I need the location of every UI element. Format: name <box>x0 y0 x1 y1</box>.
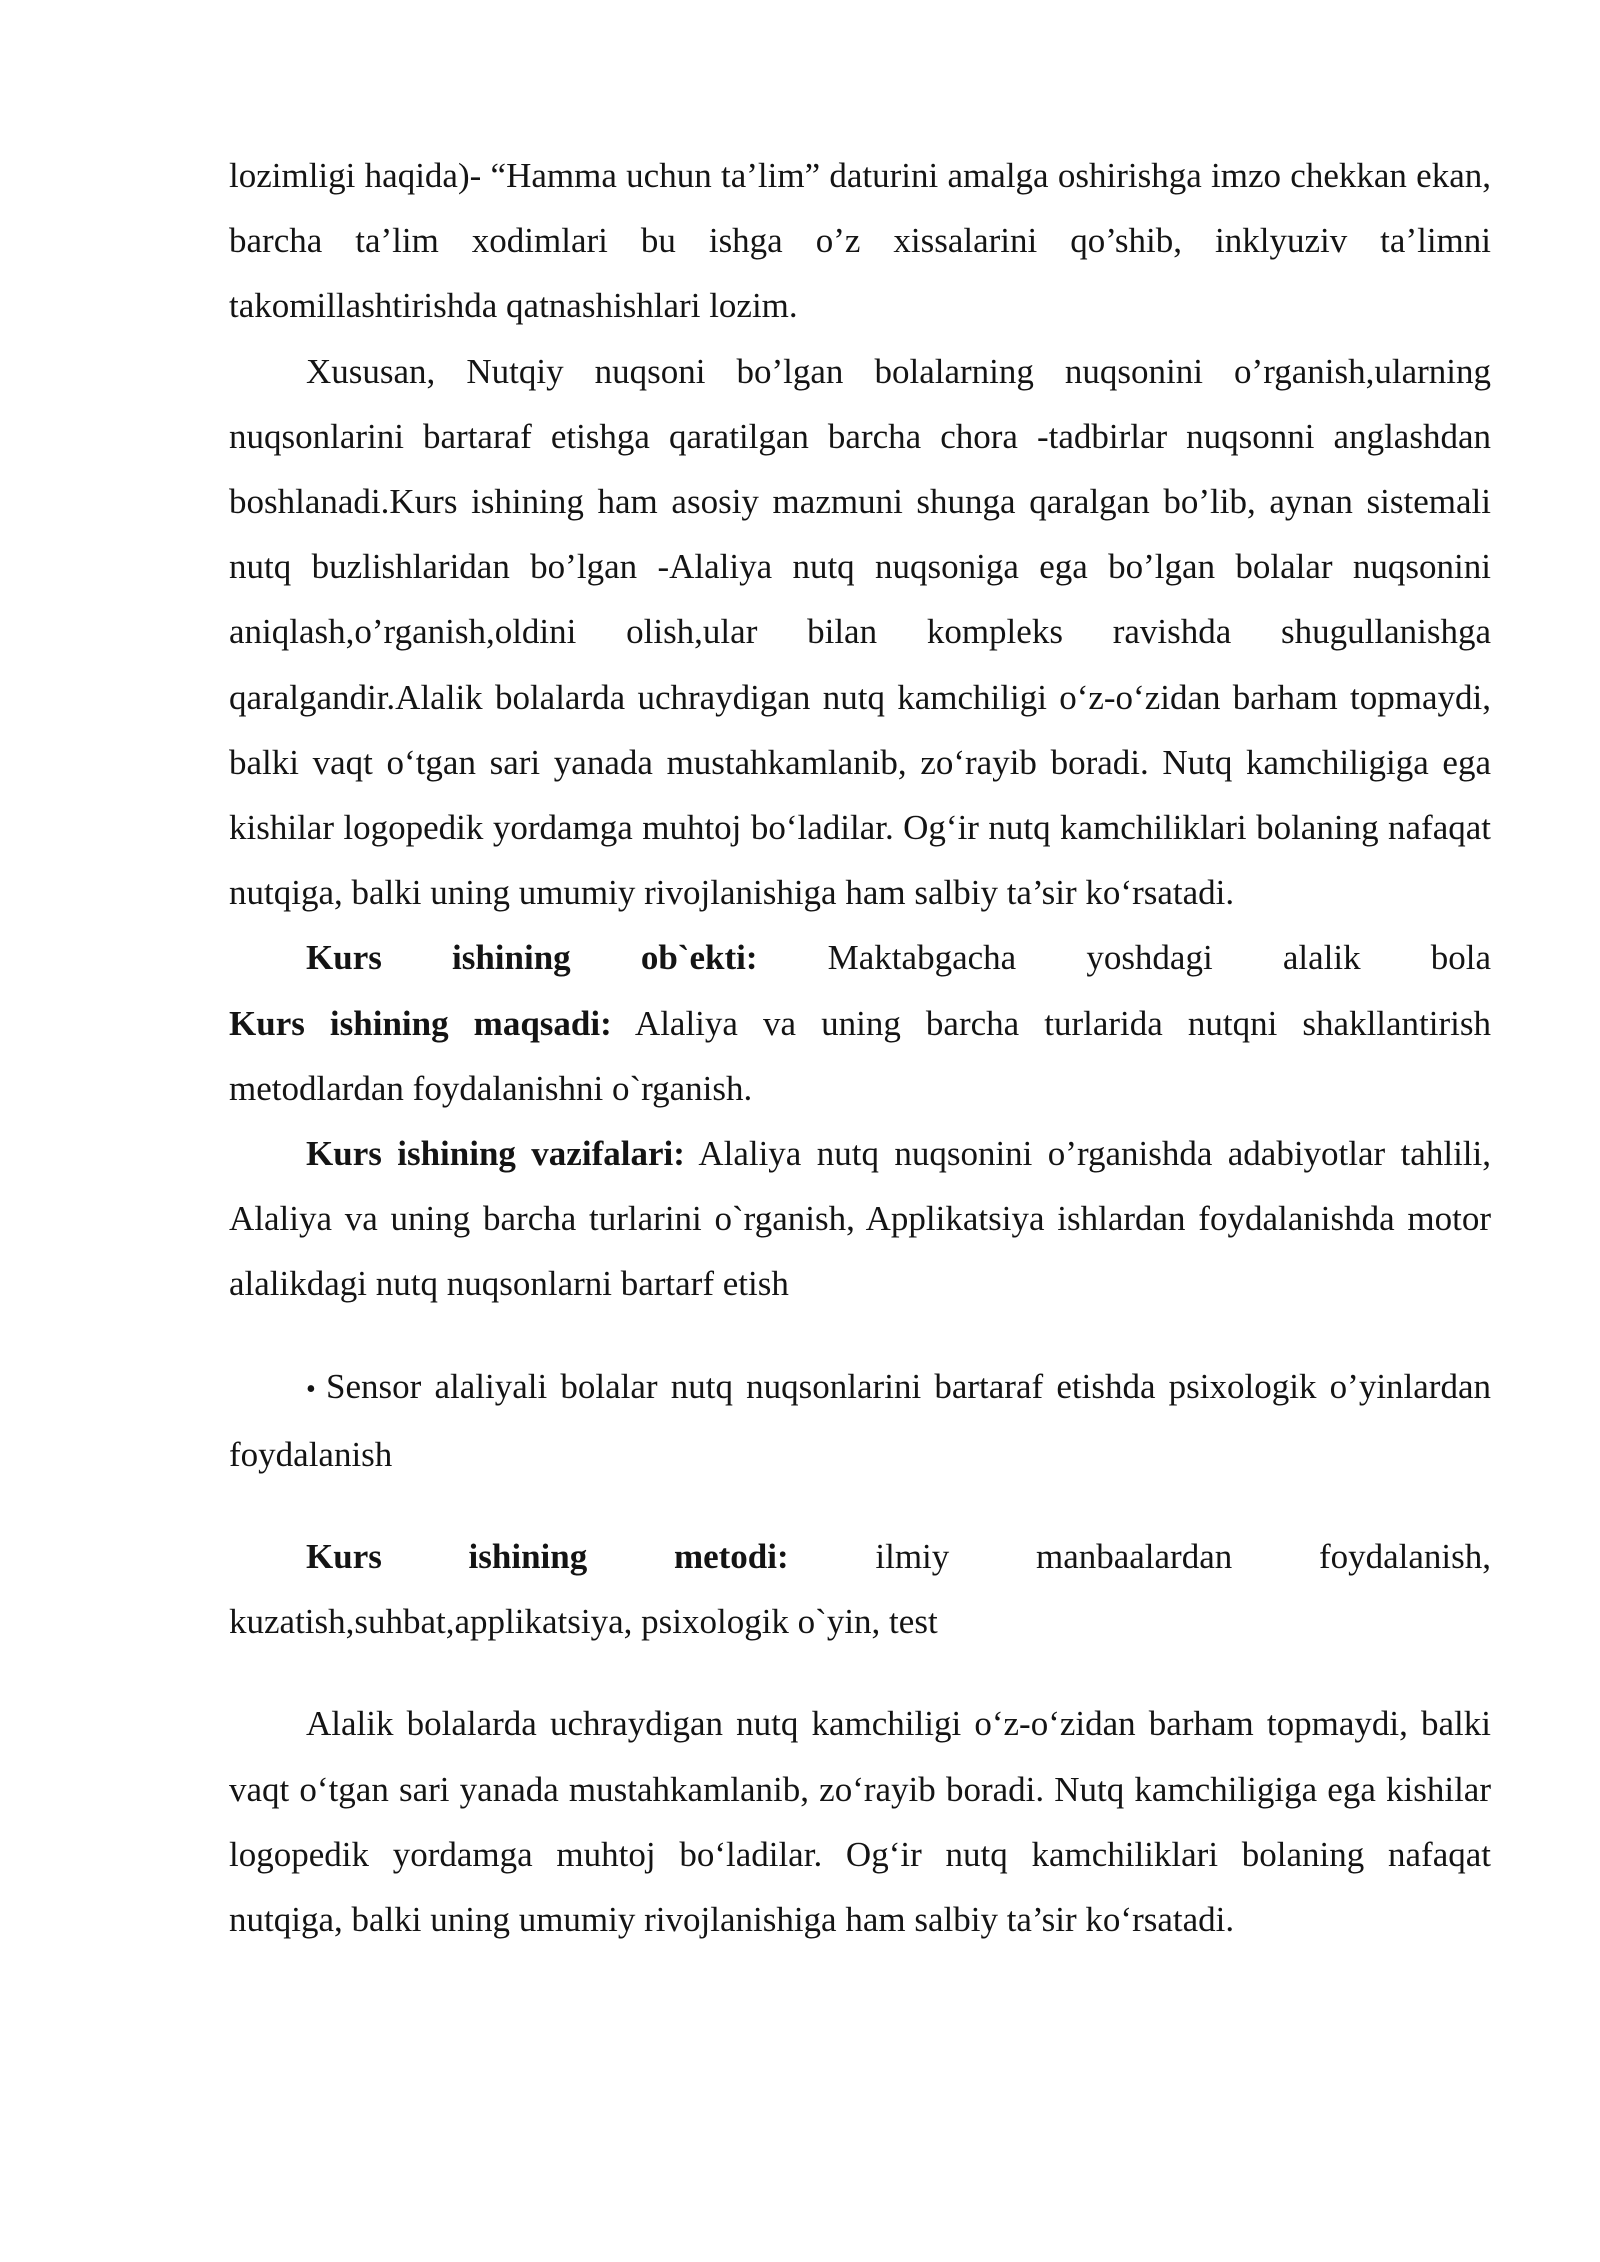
course-method-label: Kurs ishining metodi: <box>306 1537 789 1577</box>
paragraph-alaliya-overview: Xususan, Nutqiy nuqsoni bo’lgan bolalarning nuqsonini o’rganish,ularning nuqsonlarini bartaraf etishga qaratilgan barcha chora -tadbirlar nuqsonni anglashdan boshlanadi.Kurs ishining ham asosiy mazmuni shunga qaralgan bo’lib, aynan sistemali nutq buzlishlaridan bo’lgan -Alaliya nutq nuqsoniga ega bo’lgan bolalar nuqsonini aniqlash,o’rganish,oldini olish,ular bilan kompleks ravishda shugullanishga qaralgandir.Alalik bolalarda uchraydigan nutq kamchiligi o‘z-o‘zidan barham topmaydi, balki vaqt o‘tgan sari yanada mustahkamlanib, zo‘rayib boradi. Nutq kamchiligiga ega kishilar logopedik yordamga muhtoj bo‘ladilar. Og‘ir nutq kamchiliklari bolaning nafaqat nutqiga, balki uning umumiy rivojlanishiga ham salbiy ta’sir ko‘rsatadi. <box>229 351 1491 913</box>
document-page <box>229 143 1491 1952</box>
paragraph-course-object <box>229 925 1491 990</box>
bullet-item-sensor-alaliya <box>229 1354 1491 1487</box>
course-tasks-label: Kurs ishining vazifalari: <box>306 1134 685 1174</box>
paragraph-course-goal <box>229 991 1491 1121</box>
course-method-text: ilmiy manbaalardan foydalanish, kuzatish,suhbat,applikatsiya, psixologik o`yin, test <box>229 1537 1492 1642</box>
course-goal-text: Alaliya va uning barcha turlarida nutqni shakllantirish metodlardan foydalanishni o`rganish. <box>229 1003 1491 1108</box>
course-tasks-text: Alaliya nutq nuqsonini o’rganishda adabiyotlar tahlili, Alaliya va uning barcha turlarini o`rganish, Applikatsiya ishlardan foydalanishda motor alalikdagi nutq nuqsonlarni bartarf etish <box>229 1134 1491 1304</box>
paragraph-course-tasks <box>229 1121 1491 1317</box>
paragraph-alalik-children: Alalik bolalarda uchraydigan nutq kamchiligi o‘z-o‘zidan barham topmaydi, balki vaqt o‘tgan sari yanada mustahkamlanib, zo‘rayib boradi. Nutq kamchiligiga ega kishilar logopedik yordamga muhtoj bo‘ladilar. Og‘ir nutq kamchiliklari bolaning nafaqat nutqiga, balki uning umumiy rivojlanishiga ham salbiy ta’sir ko‘rsatadi. <box>229 1704 1491 1940</box>
bullet-icon: • <box>306 1373 316 1405</box>
bullet-item-text: Sensor alaliyali bolalar nutq nuqsonlarini bartaraf etishda psixologik o’yinlardan foydalanish <box>229 1366 1491 1474</box>
course-goal-label: Kurs ishining maqsadi: <box>229 1003 612 1043</box>
paragraph-course-method <box>229 1524 1491 1654</box>
course-object-label: Kurs ishining ob`ekti: <box>306 938 758 978</box>
paragraph-intro-continuation: lozimligi haqida)- “Hamma uchun ta’lim” daturini amalga oshirishga imzo chekkan ekan, barcha ta’lim xodimlari bu ishga o’z xissalarini qo’shib, inklyuziv ta’limni takomillashtirishda qatnashishlari lozim. <box>229 156 1491 326</box>
course-object-text: Maktabgacha yoshdagi alalik bola <box>757 938 1491 978</box>
